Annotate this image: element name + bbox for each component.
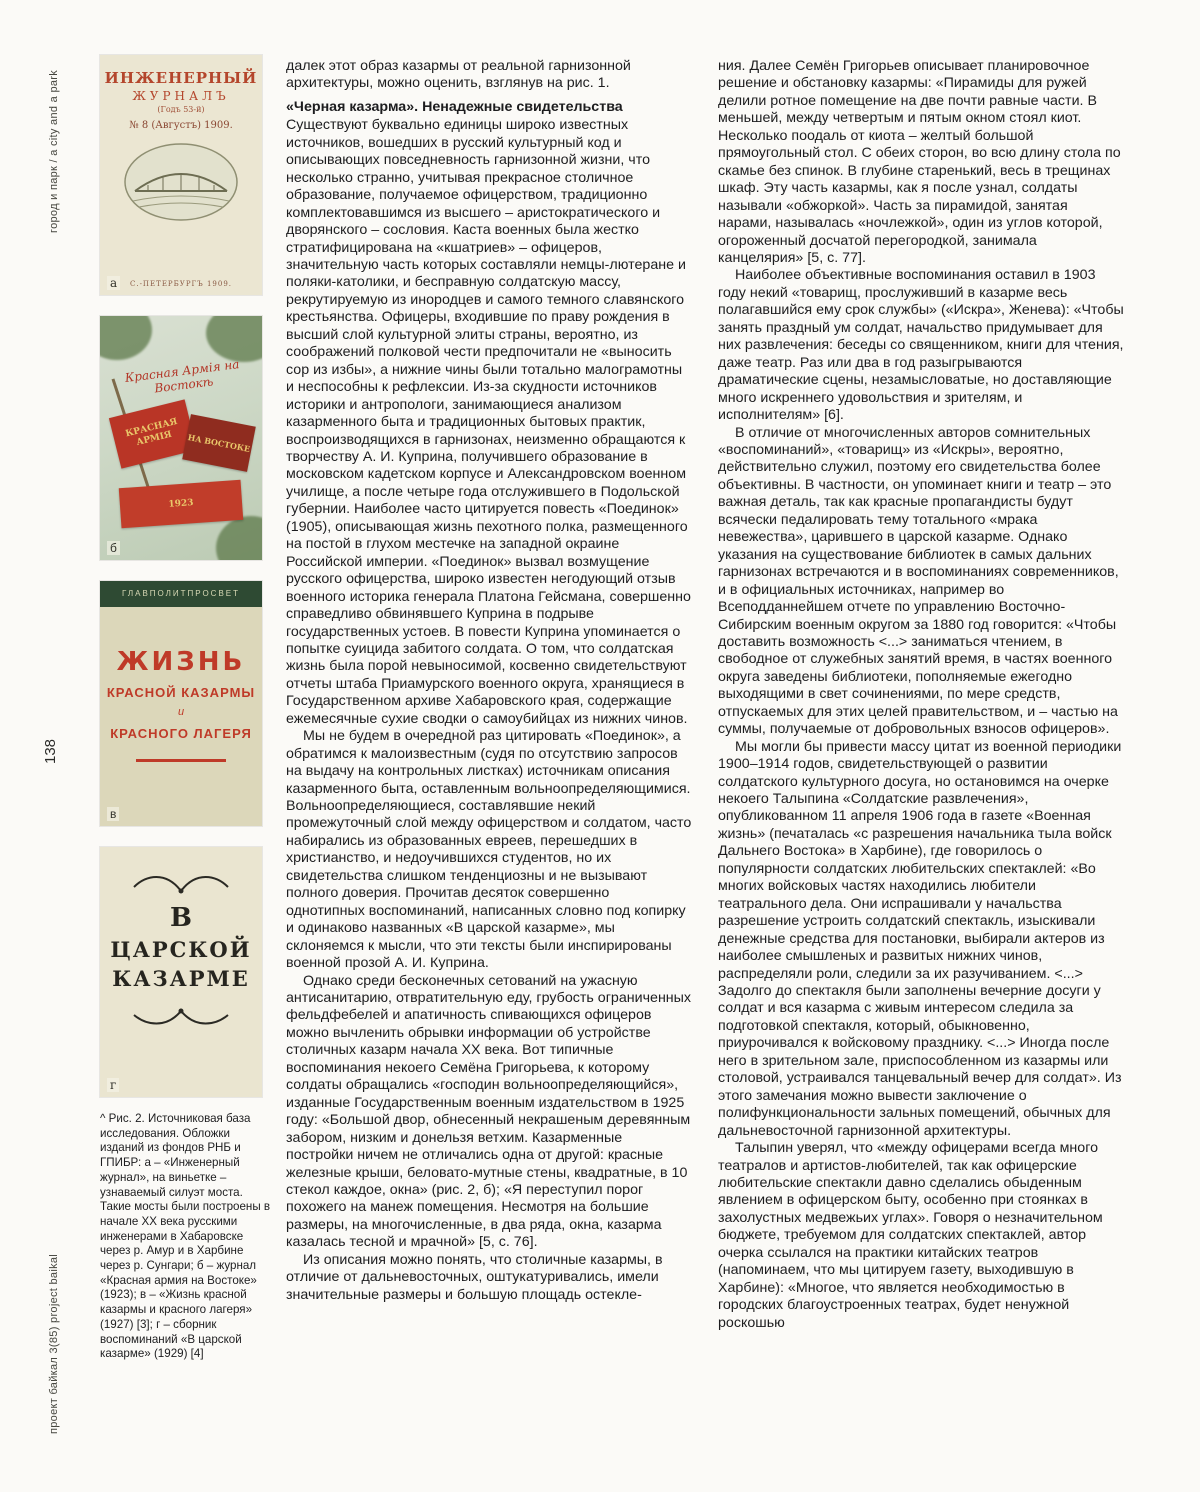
bridge-vignette-illustration bbox=[121, 139, 241, 225]
paragraph: Однако среди бесконечных сетований на ужасную антисанитарию, отвратительную еду, грубость ограниченных фельдфебелей и апатичность спивающихся офицеров можно вычленить обрывки информации об устройстве столичных казарм начала XX века. Вот типичные воспоминания некоего Семёна Григорьева, к которому солдаты обращались «господин вольноопределяющийся», изданные Государственным военным издательством в 1925 году: «Большой двор, обнесенный некрашеным деревянным забором, низким и донельзя ветхим. Казарменные постройки ничем не отличались одна от другой: красные железные крыши, беловато-мутные стены, квадратные, в 10 стекол каждое, окна» (рис. 2, б); «Я переступил порог похожего на манеж помещения. Несмотря на большие размеры, на многочисленные, в два ряда, окна, казарма казалась тесной и мрачной» [5, с. 76]. bbox=[286, 972, 692, 1251]
paragraph: Мы не будем в очередной раз цитировать «Поединок», а обратимся к малоизвестным (судя по отсутствию запросов на выдачу на контрольных листках) источникам описания казарменного быта, оставленным вольноопределяющимися. Вольноопределяющиеся, составлявшие некий промежуточный слой между офицерством и солдатом, часто набирались из образованных евреев, перешедших в христианство, и недоучившихся студентов, но их свидетельства слишком тенденциозны и не вызывают полного доверия. Прочитав десяток совершенно однотипных воспоминаний, написанных словно под копирку и одинаково названных «В царской казарме», мы склоняемся к мысли, что эти тексты были инспирированы военной прозой А. И. Куприна. bbox=[286, 728, 692, 972]
cover-engineering-journal bbox=[100, 55, 262, 295]
paragraph: Талыпин уверял, что «между офицерами всегда много театралов и артистов-любителей, так как офицерские любительские спектакли давно сделались обыденным явлением в офицерском быту, особенно при стоянках в захолустных медвежьих углах». Говоря о незначительном бюджете, требуемом для солдатских спектаклей, автор очерка ссылался на практики китайских театров (напоминаем, что мы цитируем газету, выходившую в Харбине): «Многое, что является необходимостью в городских благоустроенных театрах, будет ненужной роскошью bbox=[718, 1140, 1103, 1331]
cover-a-imprint: С.-ПЕТЕРБУРГЪ 1909. bbox=[129, 280, 233, 288]
margin-journal-title: проект байкал 3(85) project baikal bbox=[48, 1253, 60, 1434]
text-column-right bbox=[718, 58, 1124, 1440]
red-banner: 1923 bbox=[119, 480, 243, 528]
cover-a-issue-line: № 8 (Августъ) 1909. bbox=[129, 120, 233, 131]
red-banner: КРАСНАЯ АРМІЯ bbox=[109, 399, 197, 468]
page-number: 138 bbox=[42, 738, 59, 764]
figure-label-b: б bbox=[107, 541, 120, 555]
cover-d-title-1: В bbox=[170, 903, 192, 933]
cover-c-title-1: ЖИЗНЬ bbox=[116, 647, 246, 677]
cover-c-publisher-band: ГЛАВПОЛИТПРОСВЕТ bbox=[100, 581, 262, 607]
figure-caption: ^ Рис. 2. Источниковая база исследования. Обложки изданий из фондов РНБ и ГПИБР: а – «Инженерный журнал», на виньетке – узнаваемый силуэт моста. Такие мосты были построены в начале XX века русскими инженерами в Хабаровске через р. Амур и в Харбине через р. Сунгари; б – журнал «Красная армия на Востоке» (1923); в – «Жизнь красной казармы и красного лагеря» (1927) [3]; г – сборник воспоминаний «В царской казарме» (1929) [4] bbox=[100, 1112, 271, 1361]
margin-section-title: город и парк / a city and a park bbox=[48, 69, 60, 233]
cover-d-title-2: ЦАРСКОЙ bbox=[110, 937, 252, 962]
foliage-decoration bbox=[216, 516, 262, 560]
figure-label-g: г bbox=[107, 1078, 119, 1092]
cover-a-masthead-2: ЖУРНАЛЪ bbox=[132, 89, 230, 103]
cover-a-masthead: ИНЖЕНЕРНЫЙ bbox=[104, 69, 258, 87]
flourish-ornament bbox=[126, 1005, 236, 1031]
section-heading: «Черная казарма». Ненадежные свидетельства bbox=[286, 98, 623, 115]
cover-c-title-3: и bbox=[177, 706, 185, 718]
cover-b-script-title: Красная Армія на Востокѣ bbox=[124, 357, 241, 396]
figure-label-a: а bbox=[107, 276, 120, 290]
paragraph: Из описания можно понять, что столичные казармы, в отличие от дальневосточных, оштукатуривались, имели значительные размеры и большую площадь остекле- bbox=[286, 1251, 663, 1303]
cover-tsarist-barracks bbox=[100, 847, 262, 1097]
paragraph: далек этот образ казармы от реальной гарнизонной архитектуры, можно оценить, взглянув на рис. 1. bbox=[286, 58, 631, 92]
cover-c-title-2: КРАСНОЙ КАЗАРМЫ bbox=[106, 685, 256, 700]
figure-2 bbox=[100, 55, 262, 1097]
figure-label-v: в bbox=[107, 807, 119, 821]
flourish-ornament bbox=[126, 869, 236, 897]
red-banner: НА ВОСТОКЕ bbox=[182, 414, 256, 472]
cover-c-title-4: КРАСНОГО ЛАГЕРЯ bbox=[110, 726, 252, 741]
paragraph: Существуют буквально единицы широко известных источников, вошедших в русский культурный код и описывающих повседневность гарнизонной жизни, что несколько странно, учитывая прекрасное столичное образование, получаемое офицерством, традиционно комплектовавшимся из высшего – аристократического и дворянского – сословия. Каста военных была жестко стратифицирована на «кшатриев» – офицеров, значительную часть которых составляли немцы-лютеране и поляки-католики, и бесправную солдатскую массу, рекрутируемую из инородцев и самого темного славянского крестьянства. Офицеры, входившие по праву рождения в высший слой культурной элиты страны, вероятно, из соображений полковой чести предпочитали не «выносить сор из избы», а нижние чины были тотально малограмотны и неспособны к рефлексии. Из-за скудности источников историки и антропологи, занимающиеся анализом казарменного быта и традиционных бытовых практик, воспроизводящихся в гарнизонах, неизменно обращаются к творчеству А. И. Куприна, получившего образование в московском кадетском корпусе и Александровском военном училище, а после четыре года отслужившего в Подольской губернии. Наиболее часто цитируется повесть «Поединок» (1905), описывающая жизнь пехотного полка, размещенного на постой в глухом местечке на западной окраине Российской империи. «Поединок» вызвал возмущение русского офицерства, широко известен негодующий отзыв военного историка генерала Платона Гейсмана, совершенно справедливо обвинявшего Куприна в подрыве государственных устоев. В повести Куприна упоминается о попытке суицида забитого солдата. О том, что солдатская жизнь была порой невыносимой, косвенно свидетельствуют отчеты штаба Приамурского военного округа, хранящиеся в Государственном архиве Хабаровского края, содержащие ежемесячные сухие сводки о самоубийцах из нижних чинов. bbox=[286, 117, 691, 727]
paragraph: В отличие от многочисленных авторов сомнительных «воспоминаний», «товарищ» из «Искры», вероятно, действительно служил, поэтому его свидетельства более объективны. В частности, он упоминает книги и театр – это важная деталь, так как красные пропагандисты будут всячески педалировать тему тотального «мрака невежества», царившего в царской казарме. Однако указания на существование библиотек в самых дальних гарнизонах встречаются и в воспоминаниях современников, и в официальных источниках, например во Всеподданнейшем отчете по управлению Восточно-Сибирским военным округом за 1880 год говорится: «Чтобы доставить возможность <...> заниматься чтением, в свободное от служебных занятий время, в частях военного округа заведены библиотеки, пополняемые ежегодно выходящими в свет сочинениями, по мере средств, отпускаемых для этих целей правительством, и – частью на суммы, получаемые от добровольных взносов офицеров». bbox=[718, 424, 1119, 738]
paragraph: Наиболее объективные воспоминания оставил в 1903 году некий «товарищ, прослуживший в казарме весь полагавшийся ему срок службы» («Искра», Женева): «Чтобы занять праздный ум солдат, начальство придумывает для них развлечения: беседы со священником, книги для чтения, даже театр. Раз или два в год разыгрываются драматические сцены, незамысловатые, но доставляющие много искреннего удовольствия и зрителям, и исполнителям» [6]. bbox=[718, 267, 1124, 424]
paragraph: ния. Далее Семён Григорьев описывает планировочное решение и обстановку казармы: «Пирамиды для ружей делили ротное помещение на две почти равные части. В меньшей, между четвертым и пятым окном стоял киот. Несколько поодаль от киота – желтый большой прямоугольный стол. С обеих сторон, во всю длину стола по скамье без спинок. В глубине старенький, весь в трещинах шкаф. Эту часть казармы, как я после узнал, солдаты называли «обжоркой». Часть за пирамидой, занятая нарами, называлась «ночлежкой», один из углов которой, огороженный досчатой перегородкой, занимала канцелярия» [5, с. 77]. bbox=[718, 58, 1121, 266]
cover-red-barracks-life bbox=[100, 581, 262, 826]
paragraph: Мы могли бы привести массу цитат из военной периодики 1900–1914 годов, свидетельствующей о развитии солдатского культурного досуга, но остановимся на очерке некоего Талыпина «Солдатские развлечения», опубликованном 11 апреля 1906 года в газете «Военная жизнь» (печаталась «с разрешения начальника тыла войск Дальнего Востока» в Харбине), где говорилось о популярности солдатских любительских спектаклей: «Во многих войсковых частях находились любители театрального дела. Они испрашивали у начальства разрешение устроить солдатский спектакль, изыскивали денежные средства для постановки, выбирали актеров из наиболее смышленых и развитых нижних чинов, распределяли роли, следили за их разучиванием. <...> Задолго до спектакля были заполнены вечерние досуги у солдат и вся казарма с живым интересом следила за подготовкой спектакля, который, обыкновенно, приурочивался к войсковому празднику. <...> Иногда после него в зрительном зале, приспособленном из казармы или столовой, устраивался танцевальный вечер для солдат». Из этого замечания можно вывести заключение о полифункциональности зальных помещений, обычных для дальневосточной гарнизонной архитектуры. bbox=[718, 738, 1122, 1139]
foliage-decoration bbox=[100, 316, 152, 360]
text-column-left bbox=[286, 58, 692, 1440]
cover-red-army-east bbox=[100, 316, 262, 560]
cover-d-title-3: КАЗАРМЕ bbox=[112, 966, 250, 991]
cover-a-year-line: (Годъ 53-й) bbox=[157, 105, 205, 114]
cover-c-rule bbox=[136, 759, 226, 762]
